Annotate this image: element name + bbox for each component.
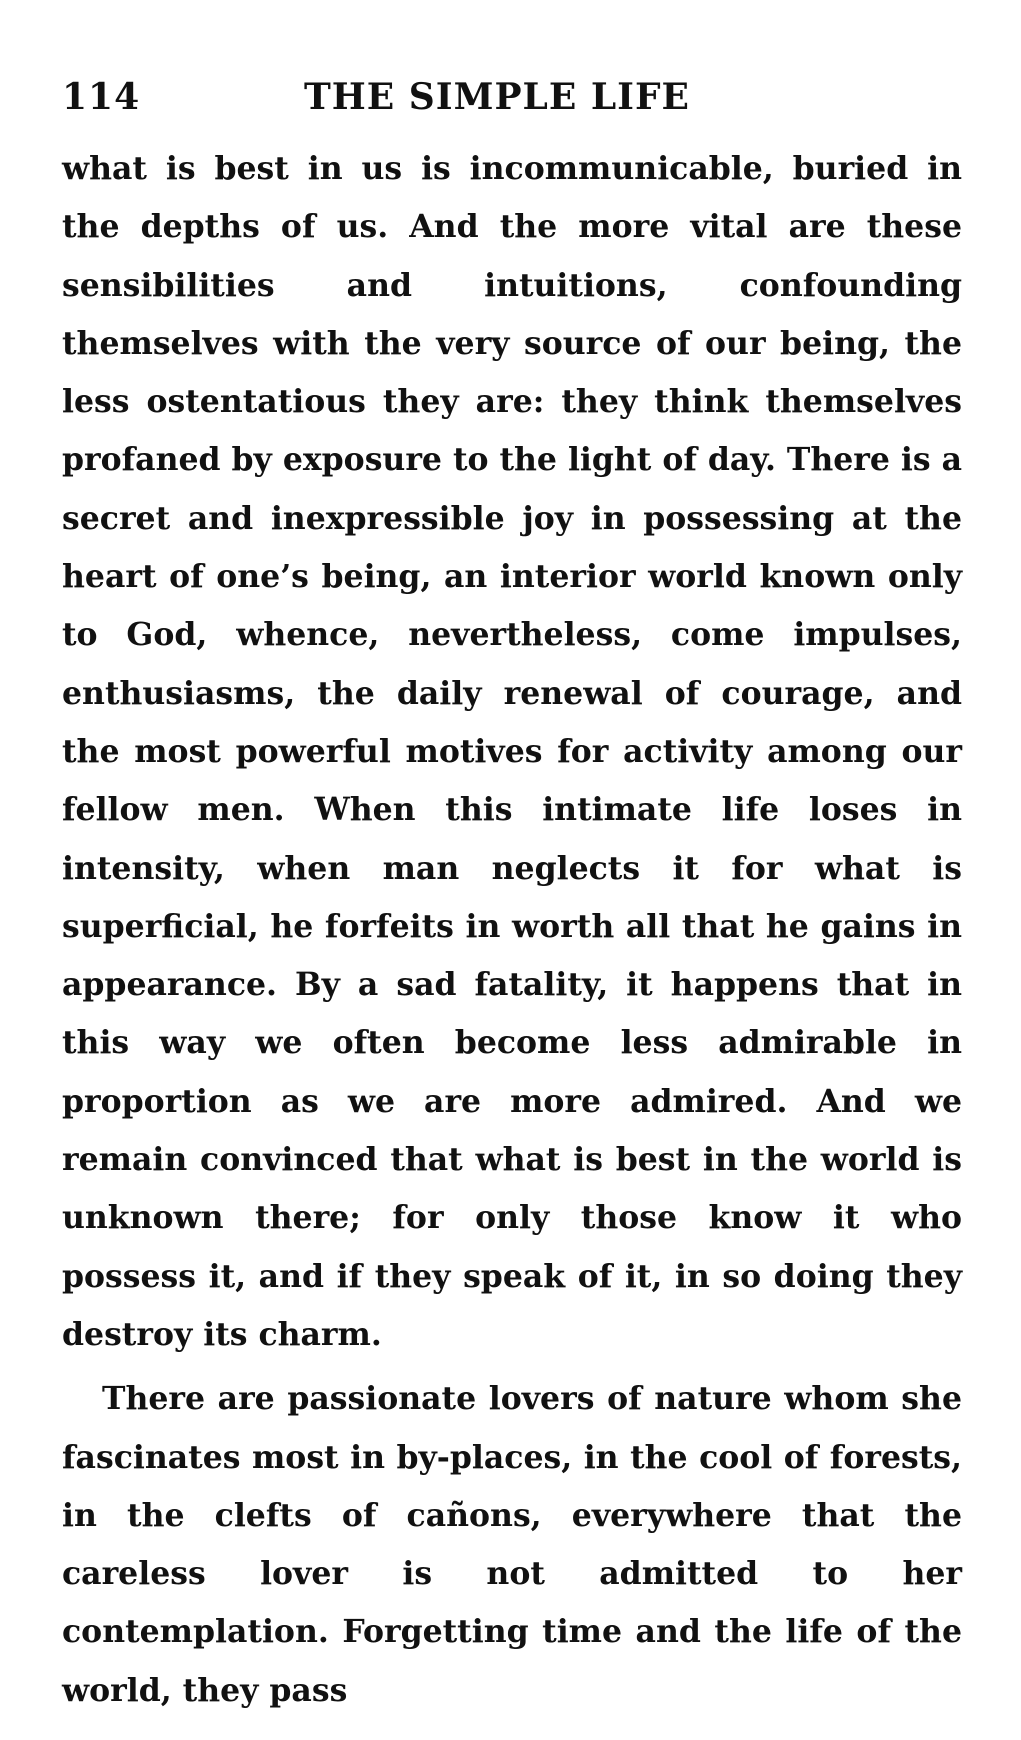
paragraph: what is best in us is incommunicable, buried in the depths of us. And the more vital are these sensibilities and intuitions, confounding themselves with the very source of our being, the less ostentatious they are: they think themselves profaned by exposure to the light of day. There is a secret and inexpressible joy in possessing at the heart of one’s being, an interior world known only to God, whence, nevertheless, come impulses, enthusiasms, the daily renewal of courage, and the most powerful motives for activity among our fellow men. When this intimate life loses in intensity, when man neglects it for what is superficial, he forfeits in worth all that he gains in appearance. By a sad fatality, it happens that in this way we often become less admirable in proportion as we are more admired. And we remain convinced that what is best in the world is unknown there; for only those know it who possess it, and if they speak of it, in so doing they destroy its charm. — [62, 150, 962, 1353]
page-number: 114 — [62, 76, 141, 118]
page-header — [62, 76, 962, 126]
running-head: THE SIMPLE LIFE — [304, 76, 690, 118]
paragraph: There are passionate lovers of nature whom she fascinates most in by-places, in the cool of forests, in the clefts of cañons, everywhere that the careless lover is not admitted to her contemplation. Forgetting time and the life of the world, they pass — [62, 1380, 962, 1709]
body-text — [62, 140, 962, 1720]
